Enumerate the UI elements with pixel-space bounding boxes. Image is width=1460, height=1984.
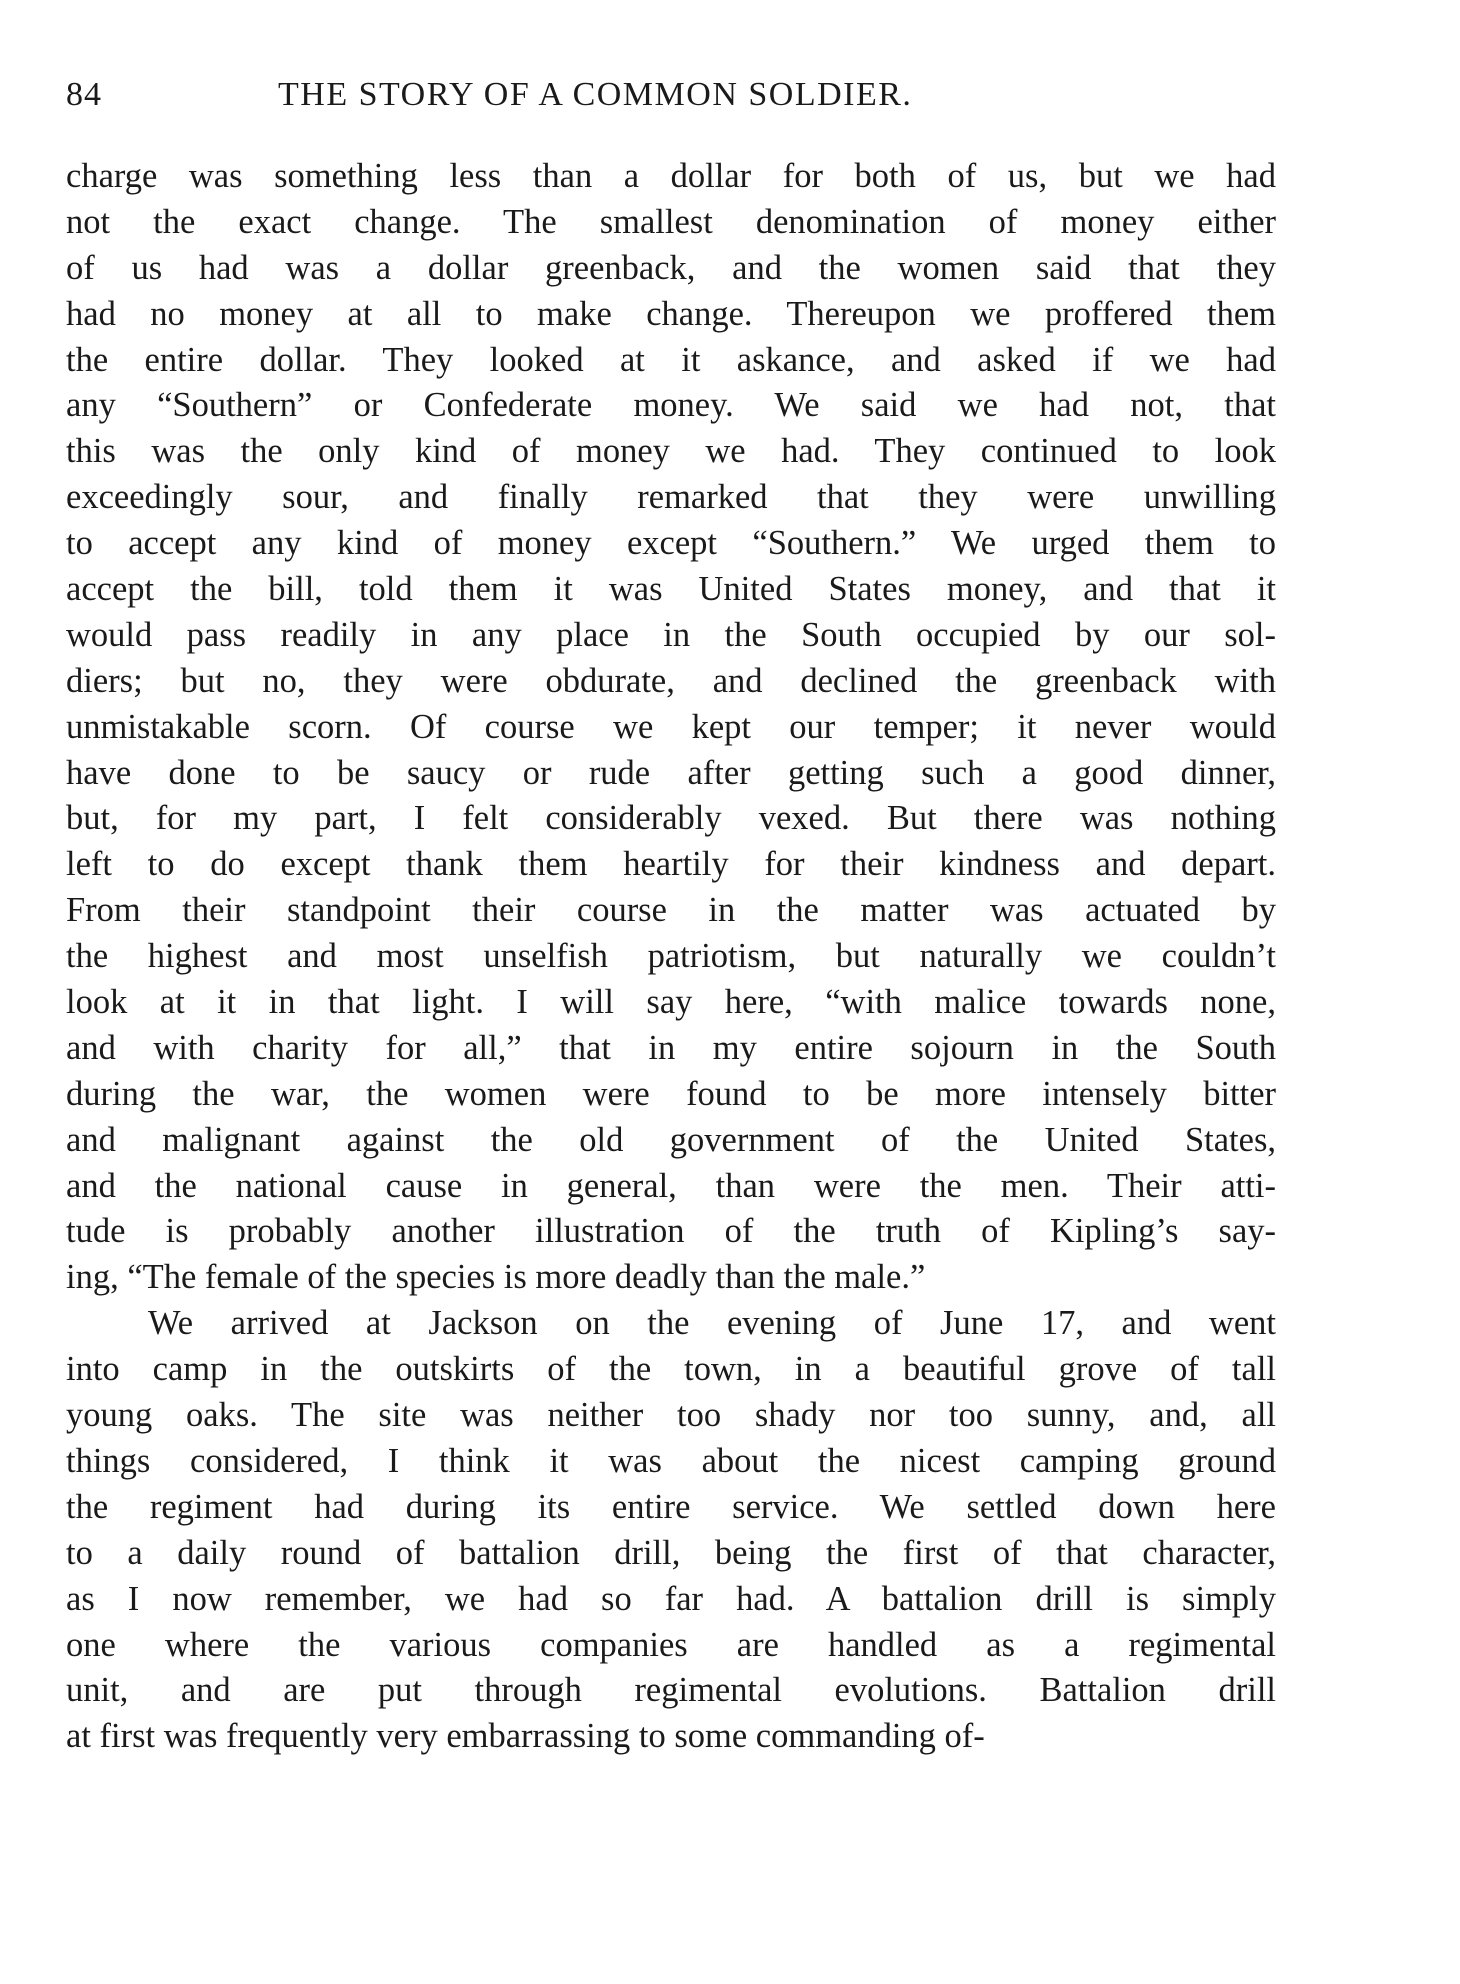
text-line: diers; but no, they were obdurate, and declined the greenback with <box>66 661 1276 700</box>
body-text <box>66 154 1276 1760</box>
text-line: of us had was a dollar greenback, and the women said that they <box>66 248 1276 287</box>
text-line: From their standpoint their course in the matter was actuated by <box>66 891 1276 930</box>
text-line: and with charity for all,” that in my entire sojourn in the South <box>66 1028 1276 1067</box>
text-line: and malignant against the old government of the United States, <box>66 1120 1276 1159</box>
text-line: this was the only kind of money we had. They continued to look <box>66 432 1276 471</box>
text-line: accept the bill, told them it was United States money, and that it <box>66 570 1276 609</box>
text-line: to a daily round of battalion drill, being the first of that character, <box>66 1533 1276 1572</box>
text-line: have done to be saucy or rude after getting such a good dinner, <box>66 753 1276 792</box>
text-line: young oaks. The site was neither too shady nor too sunny, and, all <box>66 1396 1276 1435</box>
text-line: the regiment had during its entire service. We settled down here <box>66 1487 1276 1526</box>
text-line: during the war, the women were found to be more intensely bitter <box>66 1074 1276 1113</box>
text-line: things considered, I think it was about the nicest camping ground <box>66 1441 1276 1480</box>
paragraph <box>66 1301 1276 1760</box>
paragraph <box>66 154 1276 1301</box>
text-line: would pass readily in any place in the South occupied by our sol- <box>66 615 1276 654</box>
text-line: one where the various companies are handled as a regimental <box>66 1625 1276 1664</box>
text-line: We arrived at Jackson on the evening of June 17, and went <box>148 1304 1276 1343</box>
text-line: not the exact change. The smallest denomination of money either <box>66 202 1276 241</box>
text-line: but, for my part, I felt considerably vexed. But there was nothing <box>66 799 1276 838</box>
text-line: as I now remember, we had so far had. A battalion drill is simply <box>66 1579 1276 1618</box>
text-line: and the national cause in general, than were the men. Their atti- <box>66 1166 1276 1205</box>
text-line: charge was something less than a dollar for both of us, but we had <box>66 157 1276 195</box>
running-head <box>66 76 1266 126</box>
text-line: to accept any kind of money except “Southern.” We urged them to <box>66 524 1276 563</box>
text-line: exceedingly sour, and finally remarked that they were unwilling <box>66 478 1276 517</box>
text-line: look at it in that light. I will say here, “with malice towards none, <box>66 983 1276 1022</box>
text-line: had no money at all to make change. Thereupon we proffered them <box>66 294 1276 333</box>
page-number: 84 <box>66 76 102 113</box>
text-line: the entire dollar. They looked at it askance, and asked if we had <box>66 340 1276 379</box>
text-line: unmistakable scorn. Of course we kept our temper; it never would <box>66 707 1276 746</box>
text-line: into camp in the outskirts of the town, in a beautiful grove of tall <box>66 1350 1276 1389</box>
text-line: at first was frequently very embarrassing to some commanding of- <box>66 1717 985 1756</box>
text-line: ing, “The female of the species is more deadly than the male.” <box>66 1258 926 1297</box>
running-title: THE STORY OF A COMMON SOLDIER. <box>278 76 913 113</box>
text-line: any “Southern” or Confederate money. We said we had not, that <box>66 386 1276 425</box>
text-line: tude is probably another illustration of the truth of Kipling’s say- <box>66 1212 1276 1251</box>
text-line: left to do except thank them heartily for their kindness and depart. <box>66 845 1276 884</box>
text-line: the highest and most unselfish patriotism, but naturally we couldn’t <box>66 937 1276 976</box>
text-line: unit, and are put through regimental evolutions. Battalion drill <box>66 1671 1276 1710</box>
